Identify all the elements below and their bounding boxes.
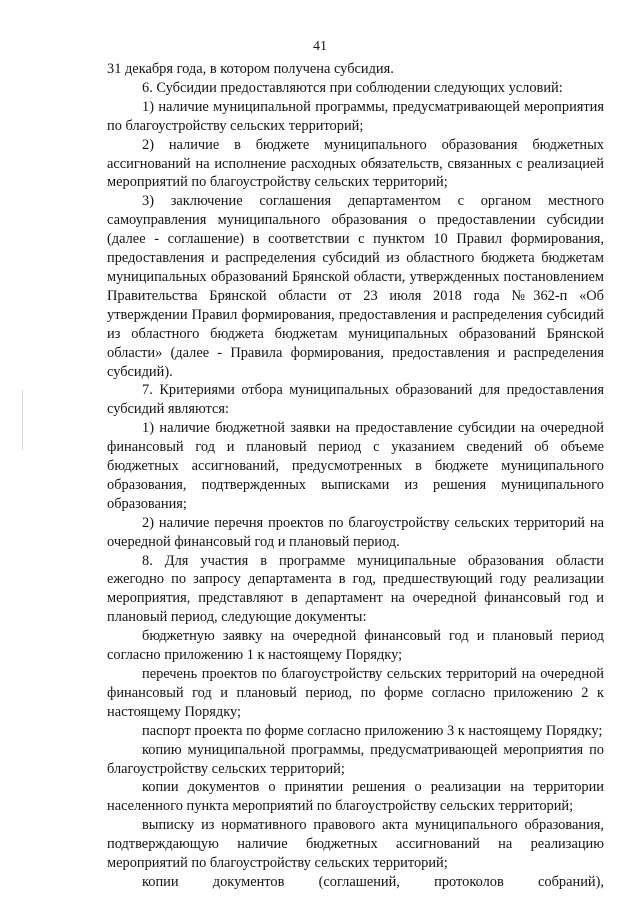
- paragraph: 31 декабря года, в котором получена субсидия.: [107, 61, 394, 77]
- paragraph: копии документов (соглашений, протоколов собраний),: [142, 873, 604, 890]
- paragraph: 8. Для участия в программе муниципальные образования области ежегодно по запросу департамента в год, предшествующий году реализации мероприятия, представляют в департамент на очередной финансовый год и плановый период, следующие документы:: [107, 552, 604, 626]
- paragraph: бюджетную заявку на очередной финансовый год и плановый период согласно приложению 1 к настоящему Порядку;: [107, 628, 604, 664]
- paragraph: копии документов о принятии решения о реализации на территории населенного пункта мероприятий по благоустройству сельских территорий;: [107, 779, 604, 815]
- paragraph: перечень проектов по благоустройству сельских территорий на очередной финансовый год и плановый период, по форме согласно приложению 2 к настоящему Порядку;: [107, 666, 604, 720]
- paragraph: паспорт проекта по форме согласно приложению 3 к настоящему Порядку;: [142, 722, 603, 739]
- paragraph: 2) наличие в бюджете муниципального образования бюджетных ассигнований на исполнение расходных обязательств, связанных с реализацией мероприятий по благоустройству сельских территорий;: [107, 136, 604, 191]
- paragraph: выписку из нормативного правового акта муниципального образования, подтверждающую наличие бюджетных ассигнований на реализацию мероприятий по благоустройству сельских территорий;: [107, 817, 604, 872]
- paragraph: копию муниципальной программы, предусматривающей мероприятия по благоустройству сельских территорий;: [107, 741, 604, 777]
- paragraph: 2) наличие перечня проектов по благоустройству сельских территорий на очередной финансовый год и плановый период.: [107, 514, 604, 550]
- paragraph: 3) заключение соглашения департаментом с органом местного самоуправления муниципального образования о предоставлении субсидии (далее - соглашение) в соответствии с пунктом 10 Правил формирования, предоставления и распределения субсидий из областного бюджета бюджетам муниципальных образований Брянской области, утвержденных постановлением Правительства Брянской области от 23 июля 2018 года №362-п «Об утверждении Правил формирования, предоставления и распределения субсидий из областного бюджета бюджетам муниципальных образований Брянской области» (далее - Правила формирования, предоставления и распределения субсидий).: [107, 193, 604, 380]
- paragraph: 1) наличие бюджетной заявки на предоставление субсидии на очередной финансовый год и плановый период с указанием сведений об объеме бюджетных ассигнований, предусмотренных в бюджете муниципального образования, подтвержденных выписками из решения муниципального образования;: [107, 420, 604, 512]
- scan-artifact-line: [22, 390, 23, 450]
- paragraph: 6. Субсидии предоставляются при соблюдении следующих условий:: [142, 79, 563, 96]
- paragraph: 7. Критериями отбора муниципальных образований для предоставления субсидий являются:: [107, 382, 604, 418]
- page-number: 41: [313, 39, 327, 54]
- paragraph: 1) наличие муниципальной программы, предусматривающей мероприятия по благоустройству сельских территорий;: [107, 98, 604, 134]
- document-body: [107, 60, 604, 892]
